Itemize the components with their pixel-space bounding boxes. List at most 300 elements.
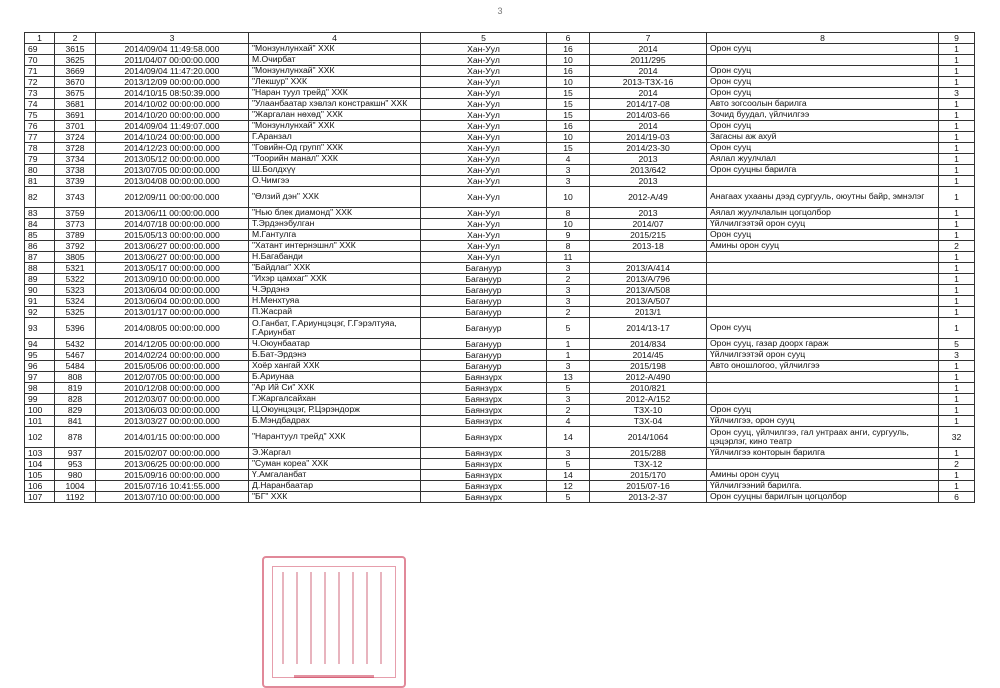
table-cell: Багануур (421, 350, 547, 361)
table-cell: 2011/295 (590, 55, 707, 66)
table-cell: 3789 (55, 230, 96, 241)
table-cell: 2013/06/27 00:00:00.000 (96, 252, 249, 263)
table-cell: "Монзунлунхай" ХХК (249, 44, 421, 55)
table-cell: Орон сууц (707, 230, 939, 241)
table-cell: Баянзүрх (421, 416, 547, 427)
table-cell: 1 (939, 99, 975, 110)
table-cell: 1 (939, 165, 975, 176)
table-cell: 13 (547, 372, 590, 383)
table-cell: "БГ" ХХК (249, 492, 421, 503)
table-cell: 2013/05/12 00:00:00.000 (96, 154, 249, 165)
table-cell: 2 (547, 307, 590, 318)
table-cell: Орон сууц (707, 143, 939, 154)
table-cell: 2013/05/17 00:00:00.000 (96, 263, 249, 274)
table-cell: 2012/03/07 00:00:00.000 (96, 394, 249, 405)
table-row (25, 88, 975, 99)
table-cell: Хан-Уул (421, 99, 547, 110)
table-cell: Аялал жуулчлалын цогцолбор (707, 208, 939, 219)
table-cell: 2015/07-16 (590, 481, 707, 492)
table-cell: 1 (939, 55, 975, 66)
table-cell: 4 (547, 416, 590, 427)
table-cell: 1 (939, 66, 975, 77)
table-row (25, 427, 975, 448)
table-cell: Хан-Уул (421, 55, 547, 66)
table-cell: 69 (25, 44, 55, 55)
table-cell (707, 263, 939, 274)
table-cell: 14 (547, 470, 590, 481)
table-cell: 32 (939, 427, 975, 448)
table-cell: 2014/03-66 (590, 110, 707, 121)
table-cell (707, 307, 939, 318)
table-cell: ТЗХ-12 (590, 459, 707, 470)
table-cell: 3701 (55, 121, 96, 132)
table-cell (590, 252, 707, 263)
table-cell: Үйлчилгээ конторын барилга (707, 448, 939, 459)
table-row (25, 405, 975, 416)
table-cell: Б.Бат-Эрдэнэ (249, 350, 421, 361)
table-cell: 15 (547, 110, 590, 121)
table-cell: 2013/1 (590, 307, 707, 318)
table-cell: 14 (547, 427, 590, 448)
table-cell: 2014/17-08 (590, 99, 707, 110)
table-row (25, 372, 975, 383)
table-cell: Б.Мэндбадрах (249, 416, 421, 427)
table-cell: О.Чимгээ (249, 176, 421, 187)
table-cell: Ч.Оюунбаатар (249, 339, 421, 350)
table-cell: Аялал жуулчлал (707, 154, 939, 165)
table-row (25, 361, 975, 372)
table-cell: 5325 (55, 307, 96, 318)
table-cell: 2013/А/508 (590, 285, 707, 296)
table-cell: 953 (55, 459, 96, 470)
table-cell: 2013-2-37 (590, 492, 707, 503)
table-cell: 2015/288 (590, 448, 707, 459)
table-cell: 2015/215 (590, 230, 707, 241)
table-cell: 94 (25, 339, 55, 350)
table-cell: 84 (25, 219, 55, 230)
table-cell: 3739 (55, 176, 96, 187)
table-cell: "Жаргалан нөхөд" ХХК (249, 110, 421, 121)
table-cell: Баянзүрх (421, 448, 547, 459)
table-cell: "Ар Ий Си" ХХК (249, 383, 421, 394)
table-cell: 3792 (55, 241, 96, 252)
table-cell: 2015/02/07 00:00:00.000 (96, 448, 249, 459)
table-row (25, 394, 975, 405)
table-row (25, 318, 975, 339)
official-stamp (262, 556, 406, 688)
table-cell: Амины орон сууц (707, 470, 939, 481)
table-cell: 1 (939, 470, 975, 481)
table-cell: 2015/07/16 10:41:55.000 (96, 481, 249, 492)
table-cell: 2014/12/23 00:00:00.000 (96, 143, 249, 154)
table-row (25, 263, 975, 274)
table-cell: Орон сууцны барилга (707, 165, 939, 176)
table-cell: Орон сууцны барилгын цогцолбор (707, 492, 939, 503)
table-cell: 2015/05/13 00:00:00.000 (96, 230, 249, 241)
table-cell: 93 (25, 318, 55, 339)
table-row (25, 470, 975, 481)
table-cell: Орон сууц (707, 66, 939, 77)
table-cell: 3 (547, 394, 590, 405)
table-cell: Хан-Уул (421, 219, 547, 230)
table-cell: 2013 (590, 176, 707, 187)
table-cell: Багануур (421, 318, 547, 339)
table-cell: 100 (25, 405, 55, 416)
table-cell: 16 (547, 44, 590, 55)
table-cell: 3 (547, 361, 590, 372)
table-cell: 88 (25, 263, 55, 274)
table-cell: 95 (25, 350, 55, 361)
table-cell: 106 (25, 481, 55, 492)
table-cell: 2014/08/05 00:00:00.000 (96, 318, 249, 339)
table-cell: 1 (939, 394, 975, 405)
table-row (25, 339, 975, 350)
table-cell (707, 55, 939, 66)
table-cell: Багануур (421, 274, 547, 285)
table-cell: Баянзүрх (421, 427, 547, 448)
page-number: 3 (497, 6, 503, 16)
table-row (25, 459, 975, 470)
table-cell: Багануур (421, 296, 547, 307)
table-cell: 101 (25, 416, 55, 427)
table-cell: Орон сууц (707, 44, 939, 55)
table-cell (707, 176, 939, 187)
table-cell: 103 (25, 448, 55, 459)
table-cell: 1 (939, 481, 975, 492)
table-cell: 90 (25, 285, 55, 296)
table-cell: 98 (25, 383, 55, 394)
table-cell: 1 (939, 252, 975, 263)
table-cell: 2014/01/15 00:00:00.000 (96, 427, 249, 448)
table-cell: 2012-А/490 (590, 372, 707, 383)
table-cell: 2014 (590, 44, 707, 55)
table-row (25, 154, 975, 165)
table-cell: Үйлчилгээтэй орон сууц (707, 219, 939, 230)
table-row (25, 99, 975, 110)
table-cell: Хан-Уул (421, 187, 547, 208)
table-cell: 8 (547, 208, 590, 219)
table-cell: Э.Жаргал (249, 448, 421, 459)
table-cell: 2015/05/06 00:00:00.000 (96, 361, 249, 372)
table-cell: 1 (939, 383, 975, 394)
table-cell: 73 (25, 88, 55, 99)
table-cell: 2012-А/152 (590, 394, 707, 405)
table-row (25, 55, 975, 66)
table-cell: 72 (25, 77, 55, 88)
table-cell: 3 (939, 350, 975, 361)
table-cell: 79 (25, 154, 55, 165)
table-cell: 3 (939, 88, 975, 99)
table-cell: Үйлчилгээний барилга. (707, 481, 939, 492)
table-cell: 3724 (55, 132, 96, 143)
table-cell: 75 (25, 110, 55, 121)
table-cell: "Суман кореа" ХХК (249, 459, 421, 470)
table-cell: 81 (25, 176, 55, 187)
table-cell: 1004 (55, 481, 96, 492)
table-row (25, 44, 975, 55)
table-cell: 5467 (55, 350, 96, 361)
table-cell (707, 274, 939, 285)
table-cell: Багануур (421, 285, 547, 296)
table-cell: Авто зогсоолын барилга (707, 99, 939, 110)
table-cell: 2014/10/24 00:00:00.000 (96, 132, 249, 143)
table-cell: 2 (547, 405, 590, 416)
table-cell: 2013/09/10 00:00:00.000 (96, 274, 249, 285)
table-cell: Хоёр хангай ХХК (249, 361, 421, 372)
table-cell: 2013/06/03 00:00:00.000 (96, 405, 249, 416)
table-cell: "Наран туул трейд" ХХК (249, 88, 421, 99)
table-cell: Н.Багабанди (249, 252, 421, 263)
table-cell (707, 285, 939, 296)
table-cell: Орон сууц (707, 121, 939, 132)
table-cell: 70 (25, 55, 55, 66)
table-row (25, 481, 975, 492)
table-cell: Хан-Уул (421, 165, 547, 176)
table-cell: 83 (25, 208, 55, 219)
table-cell: Н.Менхтуяа (249, 296, 421, 307)
table-cell: Хан-Уул (421, 88, 547, 99)
column-header: 5 (421, 33, 547, 44)
table-cell: 2012/07/05 00:00:00.000 (96, 372, 249, 383)
table-row (25, 165, 975, 176)
table-cell: 2010/12/08 00:00:00.000 (96, 383, 249, 394)
table-cell: ТЗХ-10 (590, 405, 707, 416)
table-cell: 5 (547, 318, 590, 339)
table-cell: 5321 (55, 263, 96, 274)
table-cell: 3 (547, 165, 590, 176)
table-cell: 5323 (55, 285, 96, 296)
table-cell: Г.Аранзал (249, 132, 421, 143)
table-row (25, 208, 975, 219)
table-cell (707, 394, 939, 405)
table-cell: 1 (547, 350, 590, 361)
table-cell: 2015/170 (590, 470, 707, 481)
table-cell: Амины орон сууц (707, 241, 939, 252)
table-cell: 1 (939, 154, 975, 165)
table-cell: 15 (547, 88, 590, 99)
table-cell: 2014/09/04 11:49:07.000 (96, 121, 249, 132)
table-cell: 2013/06/04 00:00:00.000 (96, 285, 249, 296)
table-cell: 2013/07/05 00:00:00.000 (96, 165, 249, 176)
table-cell: 878 (55, 427, 96, 448)
table-cell: 87 (25, 252, 55, 263)
table-cell: Баянзүрх (421, 492, 547, 503)
table-cell: 2013/06/04 00:00:00.000 (96, 296, 249, 307)
table-cell: 1 (939, 285, 975, 296)
column-header: 7 (590, 33, 707, 44)
table-cell: Хан-Уул (421, 132, 547, 143)
table-cell (707, 459, 939, 470)
table-cell: 3738 (55, 165, 96, 176)
table-cell: 85 (25, 230, 55, 241)
table-cell: 2013/642 (590, 165, 707, 176)
table-cell: 74 (25, 99, 55, 110)
table-cell: О.Ганбат, Г.Ариунцэцэг, Г.Гэрэлтуяа, Г.Ариунбат (249, 318, 421, 339)
table-cell: Т.Эрдэнэбулган (249, 219, 421, 230)
table-cell: 1 (939, 44, 975, 55)
table-row (25, 132, 975, 143)
table-cell (707, 252, 939, 263)
table-cell: "Тоорийн манал" ХХК (249, 154, 421, 165)
table-row (25, 296, 975, 307)
table-cell: 80 (25, 165, 55, 176)
table-cell: 5432 (55, 339, 96, 350)
table-cell: Хан-Уул (421, 121, 547, 132)
table-row (25, 416, 975, 427)
table-cell: 10 (547, 132, 590, 143)
table-cell: 2014/10/02 00:00:00.000 (96, 99, 249, 110)
table-cell: 3 (547, 176, 590, 187)
table-cell: 71 (25, 66, 55, 77)
table-cell: 2014/1064 (590, 427, 707, 448)
table-cell: 3728 (55, 143, 96, 154)
table-cell: М.Гантулга (249, 230, 421, 241)
table-row (25, 350, 975, 361)
table-cell: "Байдлаг" ХХК (249, 263, 421, 274)
table-cell: Ш.Болдхүү (249, 165, 421, 176)
table-cell: 1 (939, 307, 975, 318)
table-cell: Баянзүрх (421, 405, 547, 416)
table-cell: 1 (939, 296, 975, 307)
table-cell: Хан-Уул (421, 230, 547, 241)
table-cell: 2013/06/25 00:00:00.000 (96, 459, 249, 470)
table-cell: 2014/13-17 (590, 318, 707, 339)
table-cell: ТЗХ-04 (590, 416, 707, 427)
table-cell: 2 (939, 459, 975, 470)
table-cell: 1 (939, 318, 975, 339)
table-row (25, 230, 975, 241)
table-cell: 2 (939, 241, 975, 252)
table-cell: 2014/834 (590, 339, 707, 350)
table-cell: 5 (547, 459, 590, 470)
table-cell: 10 (547, 219, 590, 230)
table-cell: 5322 (55, 274, 96, 285)
table-row (25, 252, 975, 263)
table-cell: М.Очирбат (249, 55, 421, 66)
column-header: 8 (707, 33, 939, 44)
column-header: 9 (939, 33, 975, 44)
table-cell: 1 (939, 219, 975, 230)
table-cell: 97 (25, 372, 55, 383)
table-cell: "Нарантуул трейд" ХХК (249, 427, 421, 448)
table-cell: "Өлзий дэн" ХХК (249, 187, 421, 208)
table-cell: Хан-Уул (421, 143, 547, 154)
table-cell: 5484 (55, 361, 96, 372)
table-cell: 1 (939, 110, 975, 121)
table-cell: 3675 (55, 88, 96, 99)
table-cell: 3670 (55, 77, 96, 88)
table-cell: 16 (547, 121, 590, 132)
column-header: 1 (25, 33, 55, 44)
table-cell: Орон сууц, үйлчилгээ, гал унтраах анги, сургууль, цэцэрлэг, кино театр (707, 427, 939, 448)
table-cell: 91 (25, 296, 55, 307)
table-cell: 2013-ТЗХ-16 (590, 77, 707, 88)
table-cell: 1 (939, 77, 975, 88)
table-cell: 1 (939, 263, 975, 274)
table-cell: 76 (25, 121, 55, 132)
table-cell: Орон сууц (707, 88, 939, 99)
table-cell: 1192 (55, 492, 96, 503)
table-cell: Анагаах ухааны дээд сургууль, оюутны байр, эмнэлэг (707, 187, 939, 208)
table-cell: 99 (25, 394, 55, 405)
table-cell: 16 (547, 66, 590, 77)
table-cell: 77 (25, 132, 55, 143)
table-cell: 2014/12/05 00:00:00.000 (96, 339, 249, 350)
table-cell: 2014/10/20 00:00:00.000 (96, 110, 249, 121)
table-cell: "Говийн-Од групп" ХХК (249, 143, 421, 154)
table-cell: "Хатант интернэшнл" ХХК (249, 241, 421, 252)
data-table (24, 32, 975, 503)
table-cell: 105 (25, 470, 55, 481)
table-cell: 2014/07/18 00:00:00.000 (96, 219, 249, 230)
table-cell: 5324 (55, 296, 96, 307)
table-cell: 2015/09/16 00:00:00.000 (96, 470, 249, 481)
table-row (25, 176, 975, 187)
table-row (25, 383, 975, 394)
table-row (25, 492, 975, 503)
table-row (25, 187, 975, 208)
table-cell: 3743 (55, 187, 96, 208)
table-row (25, 219, 975, 230)
table-cell: "Монзунлунхай" ХХК (249, 121, 421, 132)
table-row (25, 66, 975, 77)
table-cell: 1 (939, 176, 975, 187)
table-cell: Үйлчилгээ, орон сууц (707, 416, 939, 427)
table-cell: 86 (25, 241, 55, 252)
table-cell: 5396 (55, 318, 96, 339)
table-cell: Хан-Уул (421, 176, 547, 187)
table-cell: 3805 (55, 252, 96, 263)
table-cell: Орон сууц, газар доорх гараж (707, 339, 939, 350)
column-header: 6 (547, 33, 590, 44)
table-cell: 92 (25, 307, 55, 318)
table-cell: 107 (25, 492, 55, 503)
table-cell: 82 (25, 187, 55, 208)
table-cell: 3681 (55, 99, 96, 110)
table-cell: 3691 (55, 110, 96, 121)
table-cell: Загасны аж ахуй (707, 132, 939, 143)
table-cell: 2014/09/04 11:49:58.000 (96, 44, 249, 55)
table-cell: 2014 (590, 121, 707, 132)
table-cell: 1 (939, 274, 975, 285)
table-row (25, 121, 975, 132)
table-cell: 3734 (55, 154, 96, 165)
table-cell: 2012-А/49 (590, 187, 707, 208)
table-cell: Авто оношлогоо, үйлчилгээ (707, 361, 939, 372)
table-cell: Баянзүрх (421, 459, 547, 470)
table-cell: Хан-Уул (421, 77, 547, 88)
table-cell: Хан-Уул (421, 208, 547, 219)
table-cell: 78 (25, 143, 55, 154)
table-cell: "Лекшур" ХХК (249, 77, 421, 88)
table-cell: 937 (55, 448, 96, 459)
table-cell: П.Жасрай (249, 307, 421, 318)
table-cell: Баянзүрх (421, 481, 547, 492)
table-cell: 104 (25, 459, 55, 470)
table-row (25, 307, 975, 318)
table-row (25, 110, 975, 121)
table-cell: 808 (55, 372, 96, 383)
table-cell: 2013/06/11 00:00:00.000 (96, 208, 249, 219)
table-cell: Ч.Эрдэнэ (249, 285, 421, 296)
table-cell: 3669 (55, 66, 96, 77)
table-cell: 1 (939, 132, 975, 143)
table-cell: 10 (547, 55, 590, 66)
column-header: 4 (249, 33, 421, 44)
table-cell: 2014 (590, 88, 707, 99)
table-cell: 2015/198 (590, 361, 707, 372)
table-row (25, 448, 975, 459)
